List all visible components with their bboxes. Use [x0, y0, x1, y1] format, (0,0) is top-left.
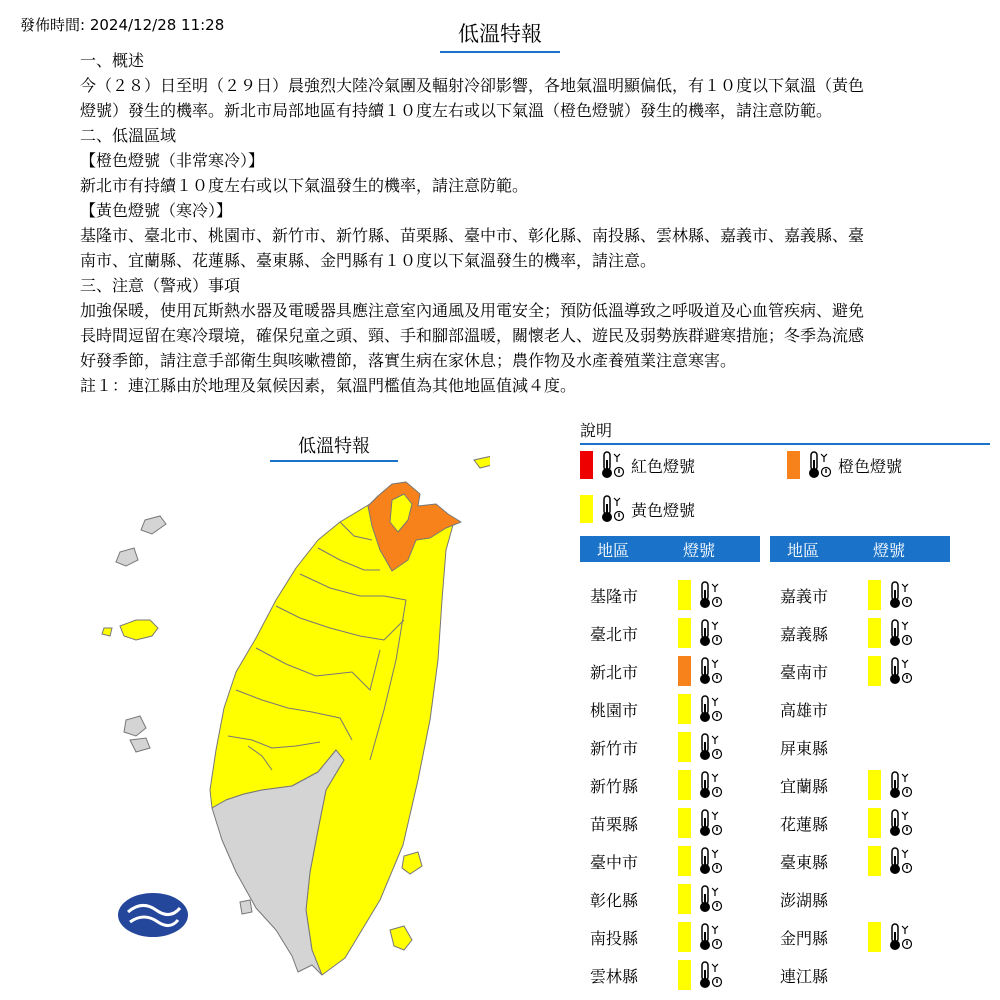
legend-swatch-red	[580, 451, 593, 479]
table-row	[580, 652, 760, 690]
table-header-left	[580, 536, 760, 562]
region-name: 新北市	[590, 662, 639, 682]
region-signal	[678, 618, 723, 648]
signal-bar-yellow	[678, 580, 691, 610]
bulletin-line: 燈號）發生的機率。新北市局部地區有持續１０度左右或以下氣溫（橙色燈號）發生的機率，請注意防範。	[80, 101, 833, 120]
table-row	[770, 576, 950, 614]
thermometer-cold-icon	[697, 846, 723, 876]
region-signal	[678, 694, 723, 724]
thermometer-cold-icon	[697, 618, 723, 648]
table-row	[770, 766, 950, 804]
region-signal	[678, 656, 723, 686]
region-name: 新竹市	[590, 738, 639, 758]
thermometer-cold-icon	[887, 770, 913, 800]
table-row	[770, 956, 950, 994]
section-heading-precautions: 三、注意（警戒）事項	[80, 276, 241, 295]
bulletin-line: 今（２８）日至明（２９日）晨強烈大陸冷氣團及輻射冷卻影響，各地氣溫明顯偏低，有１０度以下氣溫（黃色	[80, 76, 865, 95]
legend-label-red: 紅色燈號	[631, 456, 696, 476]
region-signal	[678, 884, 723, 914]
region-signal	[678, 960, 723, 990]
map-island-liuqiu	[240, 900, 252, 914]
header-region: 地區	[597, 540, 630, 560]
thermometer-cold-icon	[697, 732, 723, 762]
thermometer-cold-icon	[887, 846, 913, 876]
section-heading-overview: 一、概述	[80, 51, 145, 70]
region-name: 花蓮縣	[780, 814, 829, 834]
table-row	[580, 880, 760, 918]
bulletin-line: 好發季節，請注意手部衛生與咳嗽禮節，落實生病在家休息；農作物及水產養殖業注意寒害。	[80, 351, 737, 370]
header-signal: 燈號	[683, 540, 716, 560]
map-title: 低溫特報	[270, 432, 398, 462]
signal-bar-yellow	[678, 884, 691, 914]
header-signal: 燈號	[873, 540, 906, 560]
table-row	[580, 766, 760, 804]
map-island-penghu	[116, 516, 166, 566]
region-name: 新竹縣	[590, 776, 639, 796]
bulletin-line: 南市、宜蘭縣、花蓮縣、臺東縣、金門縣有１０度以下氣溫發生的機率，請注意。	[80, 251, 657, 270]
signal-bar-yellow	[678, 732, 691, 762]
table-row	[580, 576, 760, 614]
thermometer-cold-icon	[806, 450, 832, 480]
region-name: 雲林縣	[590, 966, 639, 986]
table-row	[770, 880, 950, 918]
header-region: 地區	[787, 540, 820, 560]
table-row	[770, 842, 950, 880]
legend-swatch-orange	[787, 451, 800, 479]
bulletin-line: 基隆市、臺北市、桃園市、新竹市、新竹縣、苗栗縣、臺中市、彰化縣、南投縣、雲林縣、嘉義市、嘉義縣、臺	[80, 226, 865, 245]
region-signal	[678, 770, 723, 800]
orange-signal-heading: 【橙色燈號（非常寒冷）】	[80, 151, 265, 170]
map-island-kinmen	[102, 620, 158, 640]
region-name: 桃園市	[590, 700, 639, 720]
region-signal	[678, 580, 723, 610]
region-name: 屏東縣	[780, 738, 829, 758]
region-signal	[868, 846, 913, 876]
map-island-matsu	[124, 716, 150, 752]
table-row	[580, 918, 760, 956]
signal-bar-orange	[678, 656, 691, 686]
thermometer-cold-icon	[887, 656, 913, 686]
region-name: 連江縣	[780, 966, 829, 986]
thermometer-cold-icon	[697, 960, 723, 990]
page-title: 低溫特報	[440, 18, 560, 53]
region-signal	[868, 808, 913, 838]
legend-title: 說明	[580, 418, 990, 445]
signal-bar-yellow	[868, 656, 881, 686]
region-signal	[678, 732, 723, 762]
legend-swatch-yellow	[580, 495, 593, 523]
map-island-pengjia	[474, 456, 490, 468]
region-signal	[678, 808, 723, 838]
table-row	[770, 652, 950, 690]
signal-bar-yellow	[678, 618, 691, 648]
region-name: 臺東縣	[780, 852, 829, 872]
table-row	[770, 728, 950, 766]
thermometer-cold-icon	[887, 808, 913, 838]
region-signal	[868, 770, 913, 800]
thermometer-cold-icon	[697, 922, 723, 952]
thermometer-cold-icon	[697, 656, 723, 686]
thermometer-cold-icon	[599, 450, 625, 480]
signal-bar-yellow	[678, 694, 691, 724]
signal-bar-yellow	[868, 770, 881, 800]
signal-bar-yellow	[678, 770, 691, 800]
thermometer-cold-icon	[697, 884, 723, 914]
signal-bar-yellow	[678, 846, 691, 876]
thermometer-cold-icon	[887, 922, 913, 952]
thermometer-cold-icon	[697, 694, 723, 724]
table-row	[580, 728, 760, 766]
table-header-right	[770, 536, 950, 562]
thermometer-cold-icon	[697, 580, 723, 610]
section-heading-regions: 二、低溫區域	[80, 126, 177, 145]
region-name: 金門縣	[780, 928, 829, 948]
signal-bar-yellow	[678, 960, 691, 990]
region-name: 彰化縣	[590, 890, 639, 910]
region-name: 臺南市	[780, 662, 829, 682]
signal-bar-yellow	[678, 922, 691, 952]
region-name: 嘉義縣	[780, 624, 829, 644]
taiwan-map	[90, 445, 490, 990]
region-signal	[678, 846, 723, 876]
bulletin-note: 註１：連江縣由於地理及氣候因素，氣溫門檻值為其他地區值減４度。	[80, 376, 577, 395]
signal-bar-yellow	[868, 618, 881, 648]
region-signal	[868, 656, 913, 686]
table-row	[580, 956, 760, 994]
map-island-lanyu	[390, 926, 412, 950]
table-row	[770, 614, 950, 652]
region-list-right	[770, 576, 950, 994]
signal-bar-yellow	[868, 580, 881, 610]
region-name: 臺中市	[590, 852, 639, 872]
region-name: 澎湖縣	[780, 890, 829, 910]
thermometer-cold-icon	[697, 808, 723, 838]
signal-bar-yellow	[868, 846, 881, 876]
region-name: 嘉義市	[780, 586, 829, 606]
table-row	[580, 614, 760, 652]
table-row	[770, 918, 950, 956]
region-name: 高雄市	[780, 700, 829, 720]
legend-item-red	[580, 450, 695, 480]
region-signal	[868, 922, 913, 952]
signal-bar-yellow	[678, 808, 691, 838]
legend-item-orange	[787, 450, 902, 480]
signal-bar-yellow	[868, 922, 881, 952]
publish-time: 發佈時間: 2024/12/28 11:28	[20, 16, 225, 34]
bulletin-line: 新北市有持續１０度左右或以下氣溫發生的機率，請注意防範。	[80, 176, 529, 195]
bulletin-line: 加強保暖，使用瓦斯熱水器及電暖器具應注意室內通風及用電安全；預防低溫導致之呼吸道及心血管疾病、避免	[80, 301, 865, 320]
region-name: 宜蘭縣	[780, 776, 829, 796]
table-row	[770, 804, 950, 842]
thermometer-cold-icon	[887, 580, 913, 610]
region-signal	[868, 618, 913, 648]
thermometer-cold-icon	[697, 770, 723, 800]
region-name: 苗栗縣	[590, 814, 639, 834]
region-name: 臺北市	[590, 624, 639, 644]
bulletin-text	[80, 48, 920, 398]
legend-label-orange: 橙色燈號	[838, 456, 903, 476]
legend-item-yellow	[580, 494, 695, 524]
cwa-logo	[118, 893, 188, 937]
region-list-left	[580, 576, 760, 994]
thermometer-cold-icon	[887, 618, 913, 648]
table-row	[770, 690, 950, 728]
table-row	[580, 690, 760, 728]
region-name: 基隆市	[590, 586, 639, 606]
signal-bar-yellow	[868, 808, 881, 838]
yellow-signal-heading: 【黃色燈號（寒冷）】	[80, 201, 233, 220]
thermometer-cold-icon	[599, 494, 625, 524]
region-signal	[868, 580, 913, 610]
legend-label-yellow: 黃色燈號	[631, 500, 696, 520]
table-row	[580, 842, 760, 880]
map-island-ludao	[402, 852, 422, 874]
region-signal	[678, 922, 723, 952]
table-row	[580, 804, 760, 842]
bulletin-line: 長時間逗留在寒冷環境，確保兒童之頭、頸、手和腳部溫暖，關懷老人、遊民及弱勢族群避寒措施；冬季為流感	[80, 326, 865, 345]
region-name: 南投縣	[590, 928, 639, 948]
